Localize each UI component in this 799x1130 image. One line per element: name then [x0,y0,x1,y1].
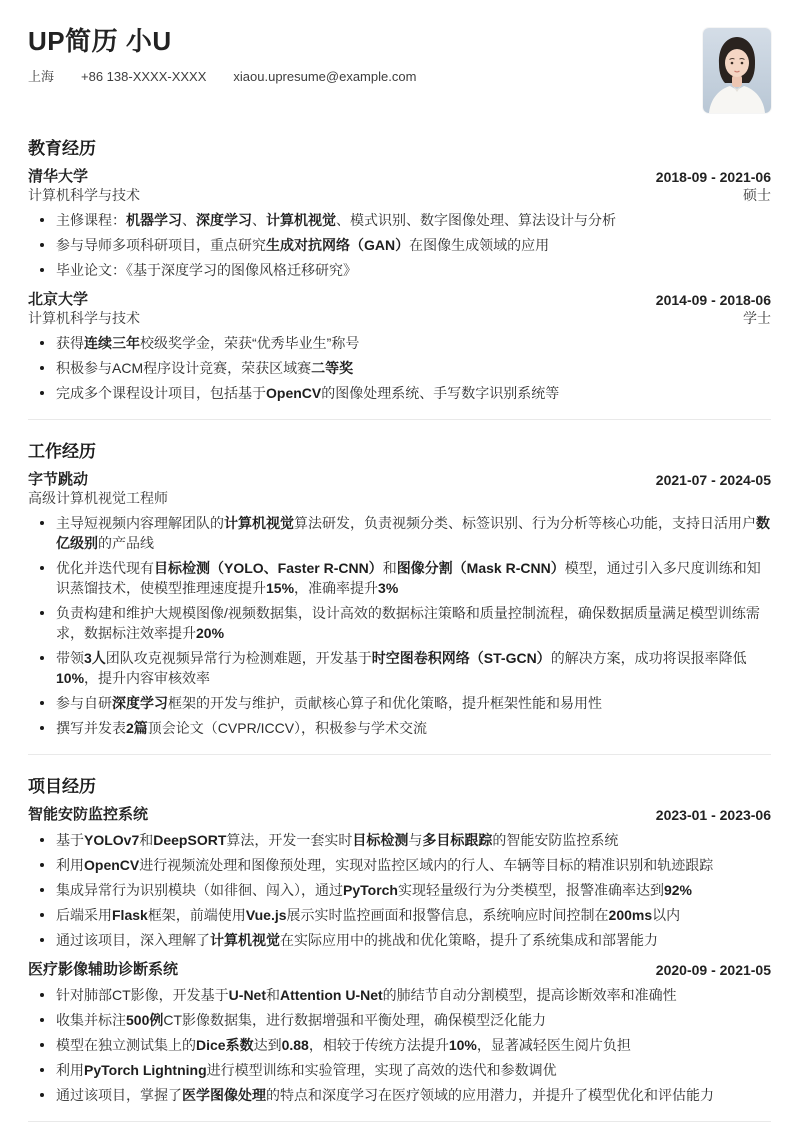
entry-left [28,961,178,979]
bullet-list [28,210,771,280]
bullet-item: 积极参与ACM程序设计竞赛，荣获区域赛二等奖 [28,358,771,378]
section-title: 教育经历 [28,139,96,158]
bullet-item: 利用OpenCV进行视频流处理和图像预处理，实现对监控区域内的行人、车辆等目标的精准识别和轨迹跟踪 [28,855,771,875]
bullet-item: 获得连续三年校级奖学金，荣获“优秀毕业生”称号 [28,333,771,353]
entry-title: 字节跳动 [28,471,89,488]
entry-header [28,806,771,824]
bullet-item: 针对肺部CT影像，开发基于U-Net和Attention U-Net的肺结节自动分割模型，提高诊断效率和准确性 [28,985,771,1005]
entry-header [28,168,771,204]
entry-left [28,471,168,507]
bullet-item: 负责构建和维护大规模图像/视频数据集，设计高效的数据标注策略和质量控制流程，确保数据质量满足模型训练需求，数据标注效率提升20% [28,603,771,643]
entry-subtitle: 计算机科学与技术 [28,310,140,326]
bullet-list [28,830,771,950]
entry-header [28,471,771,507]
contact-phone: +86 138-XXXX-XXXX [81,69,207,84]
section-title: 项目经历 [28,777,96,796]
entry-header [28,961,771,979]
section-divider [28,419,771,420]
bullet-item: 收集并标注500例CT影像数据集，进行数据增强和平衡处理，确保模型泛化能力 [28,1010,771,1030]
bullet-item: 通过该项目，深入理解了计算机视觉在实际应用中的挑战和优化策略，提升了系统集成和部署能力 [28,930,771,950]
profile-photo [703,28,771,113]
bullet-item: 完成多个课程设计项目，包括基于OpenCV的图像处理系统、手写数字识别系统等 [28,383,771,403]
entry-right [640,806,771,824]
entry-title: 智能安防监控系统 [28,806,149,823]
section-title: 工作经历 [28,442,96,461]
entry-date: 2021-07 - 2024-05 [655,472,771,488]
entry-right [640,168,771,204]
id-photo-illustration [703,28,771,113]
entry-title: 北京大学 [28,291,89,308]
bullet-list [28,985,771,1105]
entry-left [28,291,140,327]
bullet-item: 主导短视频内容理解团队的计算机视觉算法研发，负责视频分类、标签识别、行为分析等核心功能，支持日活用户数亿级别的产品线 [28,513,771,553]
entry-degree: 硕士 [743,187,771,203]
entry [28,168,771,280]
entry-title: 清华大学 [28,168,89,185]
bullet-item: 集成异常行为识别模块（如徘徊、闯入），通过PyTorch实现轻量级行为分类模型，报警准确率达到92% [28,880,771,900]
entry-date: 2014-09 - 2018-06 [655,292,771,308]
section-divider [28,754,771,755]
bullet-item: 后端采用Flask框架，前端使用Vue.js展示实时监控画面和报警信息，系统响应时间控制在200ms以内 [28,905,771,925]
entry-subtitle: 计算机科学与技术 [28,187,140,203]
entry-title: 医疗影像辅助诊断系统 [28,961,179,978]
bullet-list [28,333,771,403]
bullet-item: 模型在独立测试集上的Dice系数达到0.88，相较于传统方法提升10%，显著减轻医生阅片负担 [28,1035,771,1055]
entry [28,291,771,403]
section-项目经历 [28,777,771,1105]
candidate-name: UP简历 小U [28,26,172,56]
contact-row [28,69,681,85]
entry-date: 2018-09 - 2021-06 [655,169,771,185]
bullet-item: 撰写并发表2篇顶会论文（CVPR/ICCV），积极参与学术交流 [28,718,771,738]
entry-left [28,806,148,824]
entry-header [28,291,771,327]
entry-left [28,168,140,204]
entry-right [640,471,771,489]
contact-email: xiaou.upresume@example.com [233,69,417,84]
entry-subtitle: 高级计算机视觉工程师 [28,490,168,506]
section-divider [28,1121,771,1122]
entry [28,471,771,738]
entry-right [640,291,771,327]
bullet-item: 参与导师多项科研项目，重点研究生成对抗网络（GAN）在图像生成领域的应用 [28,235,771,255]
section-教育经历 [28,139,771,403]
bullet-item: 毕业论文：《基于深度学习的图像风格迁移研究》 [28,260,771,280]
resume-header [28,26,771,85]
section-工作经历 [28,442,771,738]
contact-location: 上海 [28,69,55,84]
entry-right [640,961,771,979]
bullet-item: 带领3人团队攻克视频异常行为检测难题，开发基于时空图卷积网络（ST-GCN）的解决方案，成功将误报率降低10%，提升内容审核效率 [28,648,771,688]
entry [28,806,771,950]
bullet-item: 参与自研深度学习框架的开发与维护，贡献核心算子和优化策略，提升框架性能和易用性 [28,693,771,713]
bullet-item: 利用PyTorch Lightning进行模型训练和实验管理，实现了高效的迭代和参数调优 [28,1060,771,1080]
entry-degree: 学士 [743,310,771,326]
bullet-item: 主修课程：机器学习、深度学习、计算机视觉、模式识别、数字图像处理、算法设计与分析 [28,210,771,230]
sections [28,139,771,1122]
bullet-item: 基于YOLOv7和DeepSORT算法，开发一套实时目标检测与多目标跟踪的智能安防监控系统 [28,830,771,850]
entry-date: 2020-09 - 2021-05 [655,962,771,978]
bullet-item: 通过该项目，掌握了医学图像处理的特点和深度学习在医疗领域的应用潜力，并提升了模型优化和评估能力 [28,1085,771,1105]
entry [28,961,771,1105]
entry-date: 2023-01 - 2023-06 [655,807,771,823]
bullet-item: 优化并迭代现有目标检测（YOLO、Faster R-CNN）和图像分割（Mask R-CNN）模型，通过引入多尺度训练和知识蒸馏技术，使模型推理速度提升15%，准确率提升3% [28,558,771,598]
bullet-list [28,513,771,738]
